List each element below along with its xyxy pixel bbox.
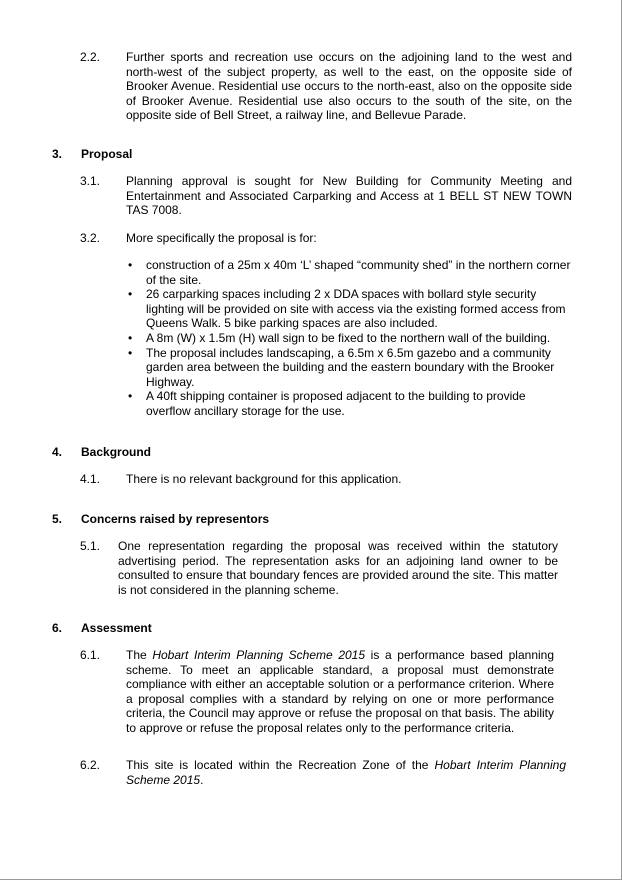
section-title: Background — [81, 445, 152, 459]
text-run: The — [126, 648, 153, 662]
list-item-text: A 8m (W) x 1.5m (H) wall sign to be fixed to the northern wall of the building. — [146, 330, 551, 345]
section-number: 6. — [52, 621, 63, 635]
list-item — [126, 331, 572, 346]
paragraph-number: 6.1. — [80, 648, 101, 662]
bullet-icon: • — [128, 330, 133, 345]
paragraph-number: 2.2. — [80, 50, 101, 64]
list-item — [126, 389, 572, 418]
list-item — [126, 287, 572, 331]
paragraph-number: 3.2. — [80, 231, 101, 245]
list-item-text: The proposal includes landscaping, a 6.5m x 6.5m gazebo and a community garden area between the building and the eastern boundary with the Brooker Highway. — [146, 345, 555, 389]
section-number: 4. — [52, 445, 63, 459]
paragraph-number: 4.1. — [80, 472, 101, 486]
proposal-bullet-list — [126, 258, 572, 419]
paragraph-number: 3.1. — [80, 174, 101, 188]
paragraph-text: One representation regarding the proposal was received within the statutory advertising period. The representation asks for an adjoining land owner to be consulted to ensure that boundary fences are provided around the site. This matter is not considered in the planning scheme. — [118, 539, 558, 597]
list-item-text: construction of a 25m x 40m ‘L’ shaped “community shed” in the northern corner of the site. — [146, 258, 571, 287]
paragraph-text — [126, 758, 566, 787]
paragraph-text: More specifically the proposal is for: — [126, 231, 317, 245]
paragraph-number: 6.2. — [80, 758, 101, 772]
paragraph-text: There is no relevant background for this application. — [126, 472, 402, 486]
text-run: This site is located within the Recreation Zone of the — [126, 758, 435, 772]
section-title: Concerns raised by representors — [81, 512, 270, 526]
bullet-icon: • — [128, 258, 133, 272]
text-run: is a performance based planning scheme. To meet an applicable standard, a proposal must demonstrate compliance with either an acceptable solution or a performance criterion. Where a proposal complies with a standard by relying on one or more performance criteria, the Council may approve or refuse the proposal on that basis. The ability to approve or refuse the proposal relates only to the performance criteria. — [126, 648, 555, 735]
section-title: Proposal — [81, 147, 133, 161]
bullet-icon: • — [128, 389, 133, 404]
paragraph-text — [126, 648, 554, 736]
scheme-name: Hobart Interim Planning Scheme 2015 — [152, 648, 366, 662]
section-title: Assessment — [81, 621, 152, 635]
list-item-text: A 40ft shipping container is proposed adjacent to the building to provide overflow ancillary storage for the use. — [146, 389, 526, 418]
text-run: . — [200, 772, 204, 787]
bullet-icon: • — [128, 345, 133, 360]
list-item — [126, 258, 572, 287]
list-item — [126, 346, 572, 390]
section-number: 5. — [52, 512, 63, 526]
section-number: 3. — [52, 147, 63, 161]
scheme-name: Hobart Interim Planning Scheme 2015 — [126, 758, 566, 787]
bullet-icon: • — [128, 287, 133, 302]
paragraph-number: 5.1. — [80, 539, 101, 553]
paragraph-text: Planning approval is sought for New Building for Community Meeting and Entertainment and Associated Carparking and Access at 1 BELL ST NEW TOWN TAS 7008. — [126, 174, 572, 218]
list-item-text: 26 carparking spaces including 2 x DDA spaces with bollard style security lighting will be provided on site with access via the existing formed access from Queens Walk. 5 bike parking spaces are also included. — [146, 287, 566, 331]
paragraph-text: Further sports and recreation use occurs on the adjoining land to the west and north-west of the subject property, as well to the east, on the opposite side of Brooker Avenue. Residential use occurs to the north-east, also on the opposite side of Brooker Avenue. Residential use also occurs to the south of the site, on the opposite side of Bell Street, a railway line, and Bellevue Parade. — [126, 50, 572, 123]
